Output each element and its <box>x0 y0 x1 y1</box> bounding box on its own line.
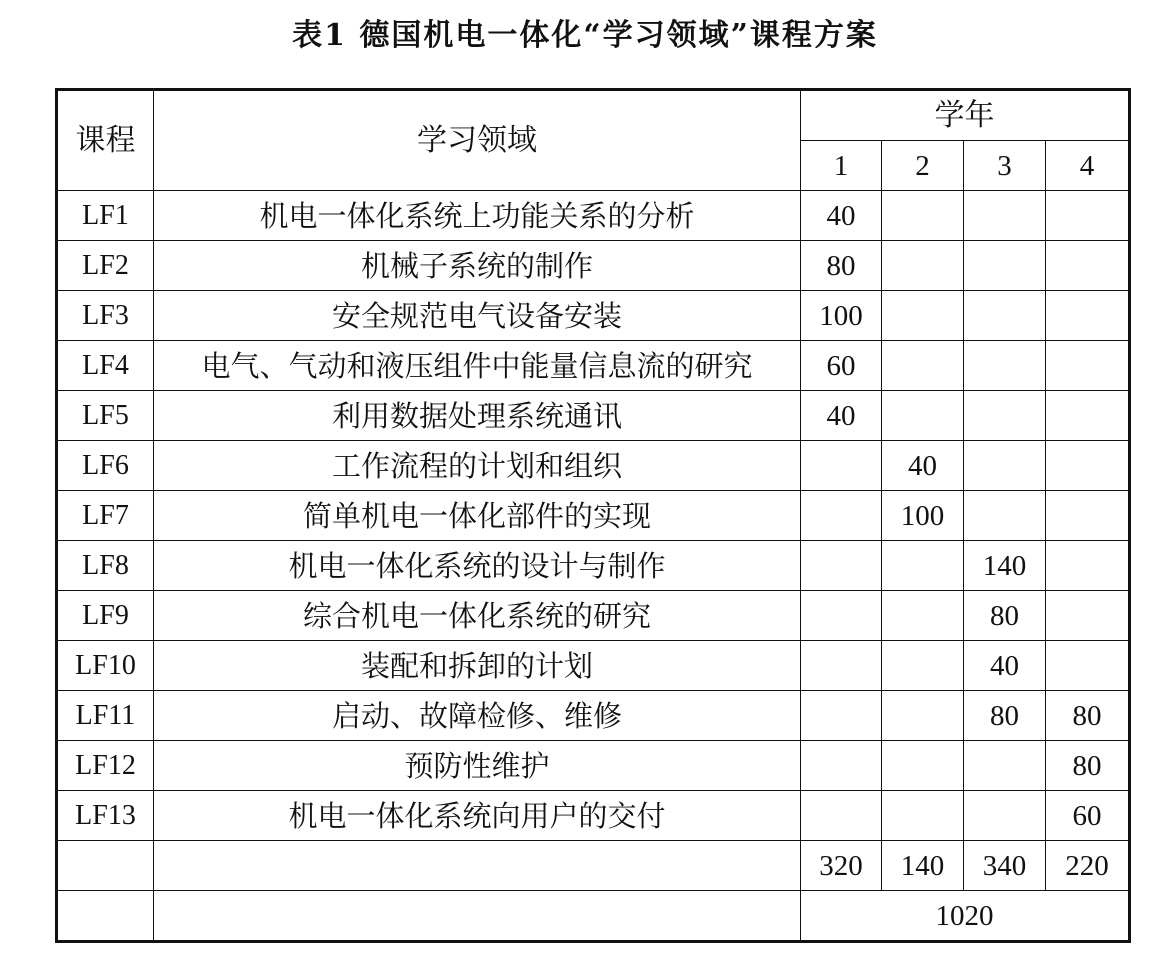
year-1-hours-cell: 40 <box>801 191 882 241</box>
year-1-hours-cell <box>801 791 882 841</box>
course-code-cell: LF10 <box>57 641 154 691</box>
total-code-cell <box>57 891 154 942</box>
year-1-hours-cell <box>801 641 882 691</box>
learning-field-cell: 机械子系统的制作 <box>154 241 801 291</box>
header-row-1 <box>57 90 1130 141</box>
year-2-hours-cell <box>882 641 964 691</box>
year-4-hours-cell <box>1046 191 1130 241</box>
year-3-hours-cell <box>964 241 1046 291</box>
table-row <box>57 441 1130 491</box>
year-2-hours-cell <box>882 741 964 791</box>
learning-field-cell: 利用数据处理系统通讯 <box>154 391 801 441</box>
year-3-hours-cell <box>964 391 1046 441</box>
table-row <box>57 741 1130 791</box>
year-3-hours-cell: 40 <box>964 641 1046 691</box>
year-1-hours-cell <box>801 441 882 491</box>
year-3-hours-cell <box>964 291 1046 341</box>
year-3-hours-cell <box>964 741 1046 791</box>
year-1-hours-cell <box>801 741 882 791</box>
year-3-hours-cell: 80 <box>964 691 1046 741</box>
year-4-hours-cell <box>1046 241 1130 291</box>
year-3-hours-cell <box>964 791 1046 841</box>
table-title: 表1 德国机电一体化“学习领域”课程方案 <box>292 18 878 53</box>
year-4-hours-cell <box>1046 641 1130 691</box>
course-code-cell: LF1 <box>57 191 154 241</box>
year-3-hours-cell: 80 <box>964 591 1046 641</box>
year-2-hours-cell <box>882 591 964 641</box>
table-row <box>57 391 1130 441</box>
learning-field-cell: 机电一体化系统的设计与制作 <box>154 541 801 591</box>
total-row <box>57 891 1130 942</box>
header-year: 学年 <box>801 90 1130 141</box>
year-4-hours-cell <box>1046 591 1130 641</box>
year-4-hours-cell <box>1046 441 1130 491</box>
course-code-cell: LF3 <box>57 291 154 341</box>
header-field: 学习领域 <box>154 90 801 191</box>
year-2-hours-cell: 40 <box>882 441 964 491</box>
year-2-hours-cell <box>882 691 964 741</box>
year-4-hours-cell: 60 <box>1046 791 1130 841</box>
learning-field-cell: 装配和拆卸的计划 <box>154 641 801 691</box>
year-3-hours-cell <box>964 191 1046 241</box>
learning-field-cell: 综合机电一体化系统的研究 <box>154 591 801 641</box>
subtotal-row <box>57 841 1130 891</box>
learning-field-cell: 机电一体化系统向用户的交付 <box>154 791 801 841</box>
subtotal-field-cell <box>154 841 801 891</box>
year-2-hours-cell: 100 <box>882 491 964 541</box>
learning-field-cell: 安全规范电气设备安装 <box>154 291 801 341</box>
year-4-hours-cell <box>1046 291 1130 341</box>
year-3-hours-cell <box>964 341 1046 391</box>
year-1-hours-cell <box>801 491 882 541</box>
year-1-hours-cell <box>801 541 882 591</box>
header-year-4: 4 <box>1046 141 1130 191</box>
year-2-hours-cell <box>882 791 964 841</box>
learning-field-cell: 工作流程的计划和组织 <box>154 441 801 491</box>
learning-field-cell: 预防性维护 <box>154 741 801 791</box>
table-row <box>57 191 1130 241</box>
course-code-cell: LF8 <box>57 541 154 591</box>
year-4-hours-cell <box>1046 491 1130 541</box>
course-code-cell: LF9 <box>57 591 154 641</box>
course-code-cell: LF4 <box>57 341 154 391</box>
total-value: 1020 <box>801 891 1130 942</box>
year-3-hours-cell <box>964 491 1046 541</box>
table-row <box>57 491 1130 541</box>
header-year-2: 2 <box>882 141 964 191</box>
table-row <box>57 791 1130 841</box>
subtotal-year-2: 140 <box>882 841 964 891</box>
year-1-hours-cell: 60 <box>801 341 882 391</box>
year-1-hours-cell: 40 <box>801 391 882 441</box>
learning-field-cell: 机电一体化系统上功能关系的分析 <box>154 191 801 241</box>
year-4-hours-cell: 80 <box>1046 691 1130 741</box>
table-row <box>57 291 1130 341</box>
learning-field-cell: 启动、故障检修、维修 <box>154 691 801 741</box>
year-4-hours-cell: 80 <box>1046 741 1130 791</box>
year-2-hours-cell <box>882 541 964 591</box>
learning-field-cell: 简单机电一体化部件的实现 <box>154 491 801 541</box>
year-1-hours-cell <box>801 691 882 741</box>
subtotal-year-3: 340 <box>964 841 1046 891</box>
header-year-1: 1 <box>801 141 882 191</box>
year-2-hours-cell <box>882 241 964 291</box>
year-4-hours-cell <box>1046 541 1130 591</box>
learning-field-cell: 电气、气动和液压组件中能量信息流的研究 <box>154 341 801 391</box>
year-1-hours-cell: 80 <box>801 241 882 291</box>
year-2-hours-cell <box>882 391 964 441</box>
year-2-hours-cell <box>882 291 964 341</box>
table-row <box>57 641 1130 691</box>
curriculum-table <box>55 88 1131 943</box>
year-4-hours-cell <box>1046 391 1130 441</box>
table-row <box>57 591 1130 641</box>
subtotal-year-4: 220 <box>1046 841 1130 891</box>
year-2-hours-cell <box>882 341 964 391</box>
subtotal-year-1: 320 <box>801 841 882 891</box>
total-field-cell <box>154 891 801 942</box>
course-code-cell: LF11 <box>57 691 154 741</box>
year-3-hours-cell: 140 <box>964 541 1046 591</box>
year-2-hours-cell <box>882 191 964 241</box>
course-code-cell: LF12 <box>57 741 154 791</box>
year-1-hours-cell: 100 <box>801 291 882 341</box>
header-year-3: 3 <box>964 141 1046 191</box>
course-code-cell: LF13 <box>57 791 154 841</box>
year-3-hours-cell <box>964 441 1046 491</box>
year-4-hours-cell <box>1046 341 1130 391</box>
year-1-hours-cell <box>801 591 882 641</box>
table-row <box>57 541 1130 591</box>
course-code-cell: LF6 <box>57 441 154 491</box>
subtotal-code-cell <box>57 841 154 891</box>
table-row <box>57 691 1130 741</box>
header-course: 课程 <box>57 90 154 191</box>
table-row <box>57 341 1130 391</box>
course-code-cell: LF2 <box>57 241 154 291</box>
table-row <box>57 241 1130 291</box>
course-code-cell: LF7 <box>57 491 154 541</box>
course-code-cell: LF5 <box>57 391 154 441</box>
